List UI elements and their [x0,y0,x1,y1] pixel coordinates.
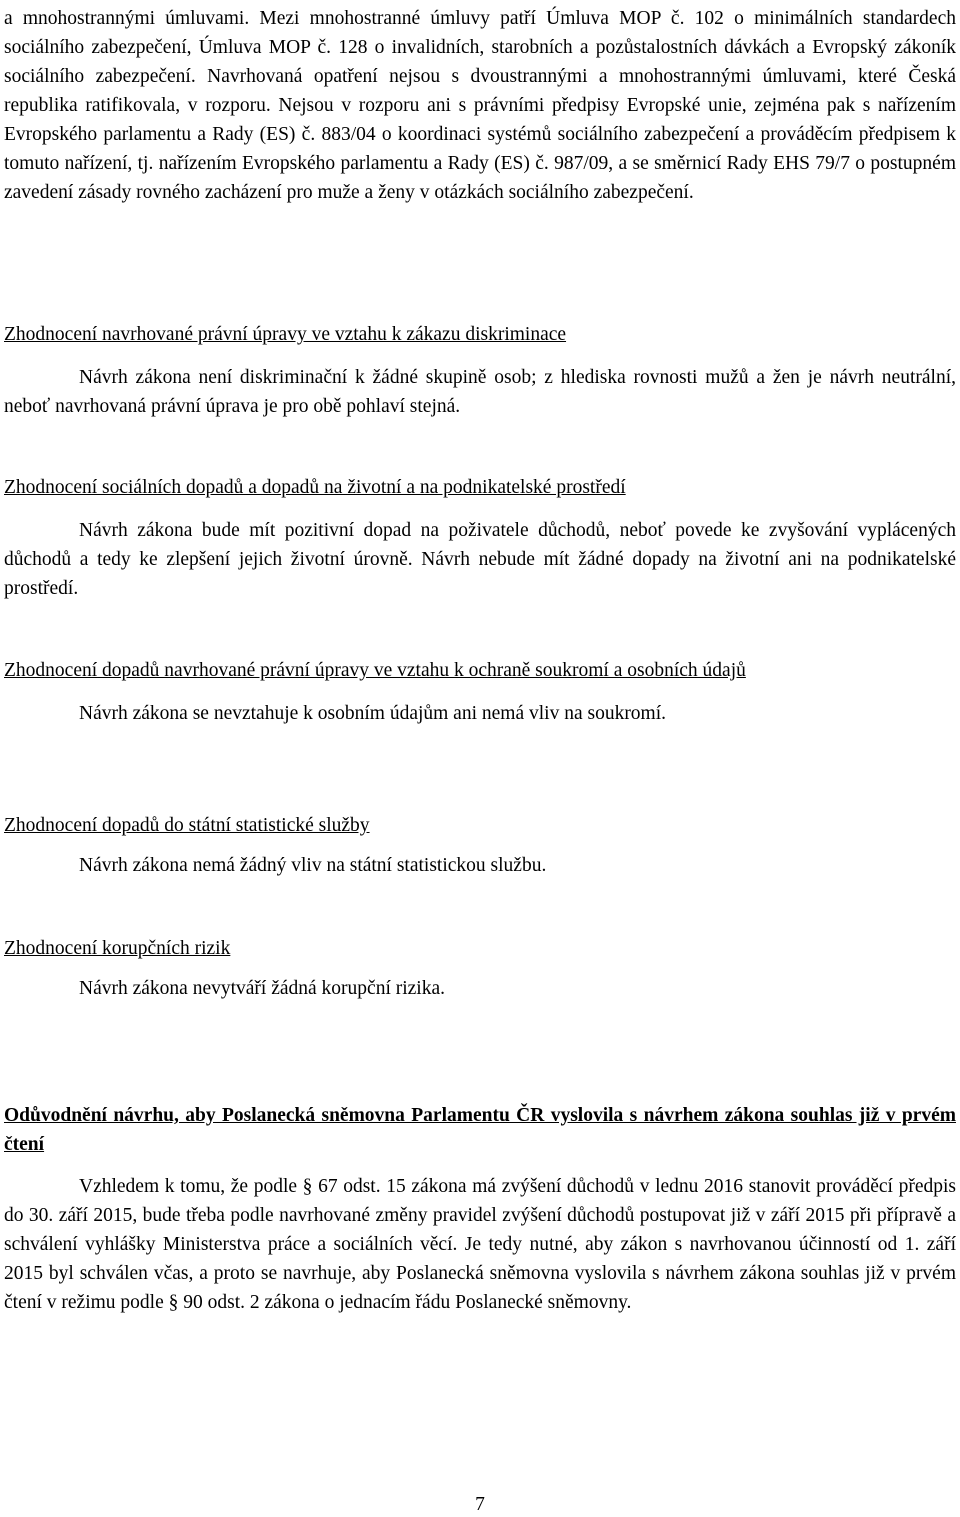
section-body: Návrh zákona bude mít pozitivní dopad na poživatele důchodů, neboť povede ke zvyšování vyplácených důchodů a tedy ke zlepšení jejich životní úrovně. Návrh nebude mít žádné dopady na životní ani na podnikatelské prostředí. [4,520,956,599]
section-social-impacts [4,473,956,603]
section-heading: Odůvodnění návrhu, aby Poslanecká sněmovna Parlamentu ČR vyslovila s návrhem zákona souhlas již v prvém čtení [4,1105,956,1155]
page-number: 7 [475,1494,485,1515]
intro-paragraph: a mnohostrannými úmluvami. Mezi mnohostranné úmluvy patří Úmluva MOP č. 102 o minimálních standardech sociálního zabezpečení, Úmluva MOP č. 128 o invalidních, starobních a pozůstalostních dávkách a Evropský zákoník sociálního zabezpečení. Navrhovaná opatření nejsou s dvoustrannými a mnohostrannými úmluvami, které Česká republika ratifikovala, v rozporu. Nejsou v rozporu ani s právními předpisy Evropské unie, zejména pak s nařízením Evropského parlamentu a Rady (ES) č. 883/04 o koordinaci systémů sociálního zabezpečení a prováděcím předpisem k tomuto nařízení, tj. nařízením Evropského parlamentu a Rady (ES) č. 987/09, a se směrnicí Rady EHS 79/7 o postupném zavedení zásady rovného zacházení pro muže a ženy v otázkách sociálního zabezpečení. [4,8,956,203]
section-heading: Zhodnocení korupčních rizik [4,938,231,959]
section-body: Návrh zákona nemá žádný vliv na státní statistickou službu. [79,855,547,876]
section-heading: Zhodnocení navrhované právní úpravy ve vztahu k zákazu diskriminace [4,324,567,345]
intro-block [4,4,956,207]
section-heading: Zhodnocení sociálních dopadů a dopadů na životní a na podnikatelské prostředí [4,477,626,498]
section-heading: Zhodnocení dopadů navrhované právní úpravy ve vztahu k ochraně soukromí a osobních údajů [4,660,746,681]
section-privacy [4,656,956,728]
section-first-reading [4,1101,956,1317]
section-discrimination [4,320,956,421]
section-statistics [4,811,956,880]
section-heading: Zhodnocení dopadů do státní statistické služby [4,815,370,836]
section-body: Návrh zákona nevytváří žádná korupční rizika. [79,978,446,999]
section-body: Návrh zákona není diskriminační k žádné skupině osob; z hlediska rovnosti mužů a žen je návrh neutrální, neboť navrhovaná právní úprava je pro obě pohlaví stejná. [4,367,956,417]
section-corruption [4,934,956,1003]
section-body: Vzhledem k tomu, že podle § 67 odst. 15 zákona má zvýšení důchodů v lednu 2016 stanovit prováděcí předpis do 30. září 2015, bude třeba podle navrhované změny pravidel zvýšení důchodů postupovat již v září 2015 při přípravě a schválení vyhlášky Ministerstva práce a sociálních věcí. Je tedy nutné, aby zákon s navrhovanou účinností od 1. září 2015 byl schválen včas, a proto se navrhuje, aby Poslanecká sněmovna vyslovila s návrhem zákona souhlas již v prvém čtení v režimu podle § 90 odst. 2 zákona o jednacím řádu Poslanecké sněmovny. [4,1176,956,1313]
section-body: Návrh zákona se nevztahuje k osobním údajům ani nemá vliv na soukromí. [79,703,667,724]
